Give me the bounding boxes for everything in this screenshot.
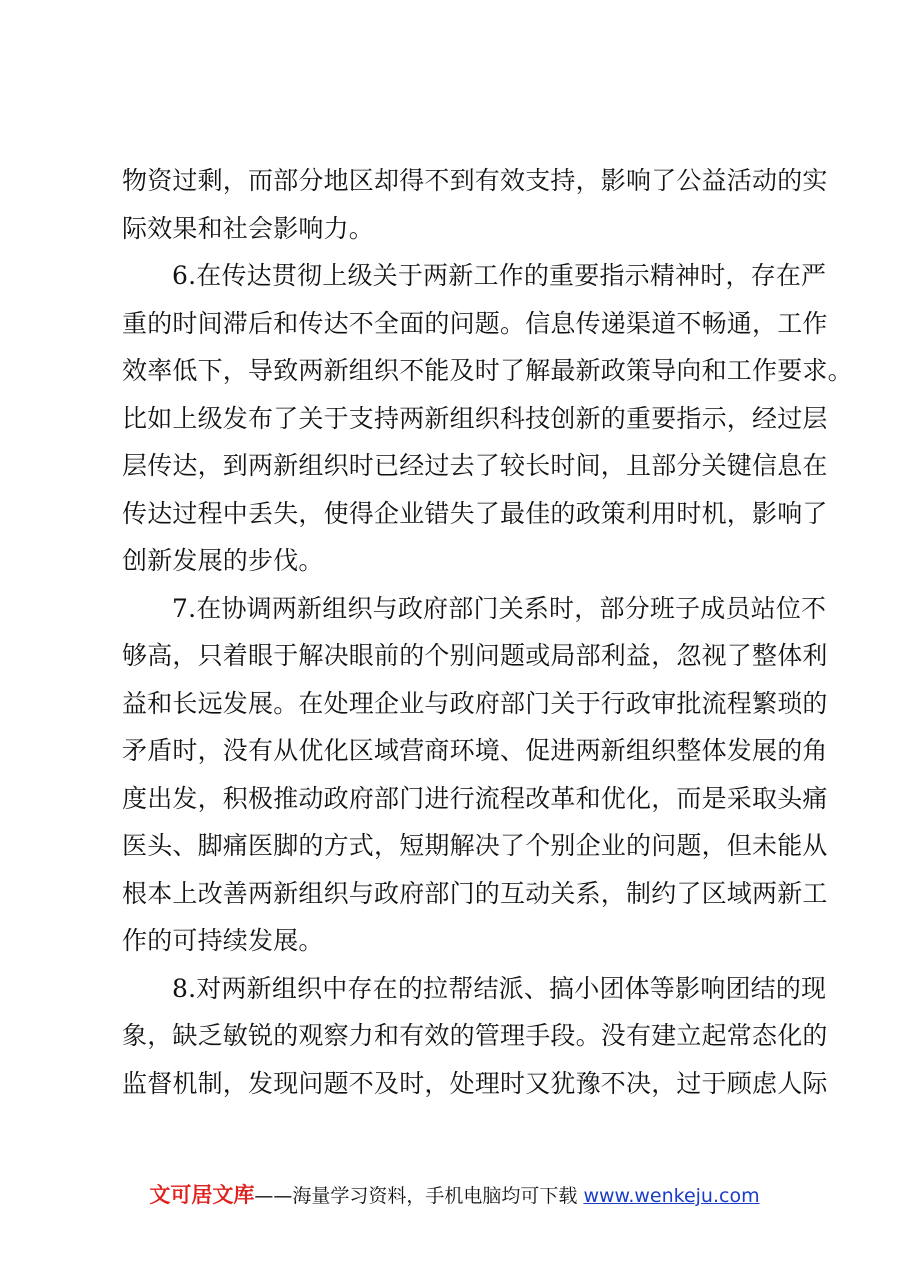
footer-banner (0, 1180, 909, 1211)
footer-link[interactable]: www.wenkeju.com (583, 1185, 760, 1207)
paragraph-start-line: 8.对两新组织中存在的拉帮结派、搞小团体等影响团结的现 (172, 973, 827, 1003)
text-line: 监督机制，发现问题不及时，处理时又犹豫不决，过于顾虑人际 (122, 1068, 828, 1098)
text-line: 创新发展的步伐。 (122, 546, 324, 575)
text-line: 象，缺乏敏锐的观察力和有效的管理手段。没有建立起常态化的 (122, 1021, 828, 1050)
text-line: 重的时间滞后和传达不全面的问题。信息传递渠道不畅通，工作 (122, 308, 828, 338)
text-line: 根本上改善两新组织与政府部门的互动关系，制约了区域两新工 (122, 878, 828, 908)
text-line: 益和长远发展。在处理企业与政府部门关于行政审批流程繁琐的 (122, 688, 828, 718)
text-line: 医头、脚痛医脚的方式，短期解决了个别企业的问题，但未能从 (122, 831, 828, 860)
document-body (122, 157, 853, 1107)
text-line: 度出发，积极推动政府部门进行流程改革和优化，而是采取头痛 (122, 783, 828, 813)
text-line: 际效果和社会影响力。 (122, 213, 375, 243)
text-line: 物资过剩，而部分地区却得不到有效支持，影响了公益活动的实 (122, 166, 828, 195)
paragraph-start-line: 6.在传达贯彻上级关于两新工作的重要指示精神时，存在严 (172, 261, 827, 290)
text-line: 效率低下，导致两新组织不能及时了解最新政策导向和工作要求。 (122, 356, 853, 385)
text-line: 够高，只着眼于解决眼前的个别问题或局部利益，忽视了整体利 (122, 641, 828, 670)
text-line: 传达过程中丢失，使得企业错失了最佳的政策利用时机，影响了 (122, 498, 828, 528)
text-line: 作的可持续发展。 (122, 926, 324, 955)
text-line: 层传达，到两新组织时已经过去了较长时间，且部分关键信息在 (122, 451, 828, 480)
paragraph-start-line: 7.在协调两新组织与政府部门关系时，部分班子成员站位不 (172, 593, 827, 623)
text-line: 比如上级发布了关于支持两新组织科技创新的重要指示，经过层 (122, 403, 828, 433)
footer-brand: 文可居文库 (149, 1183, 255, 1207)
footer-tagline: ——海量学习资料，手机电脑均可下载 (254, 1185, 578, 1207)
text-line: 矛盾时，没有从优化区域营商环境、促进两新组织整体发展的角 (122, 736, 828, 765)
